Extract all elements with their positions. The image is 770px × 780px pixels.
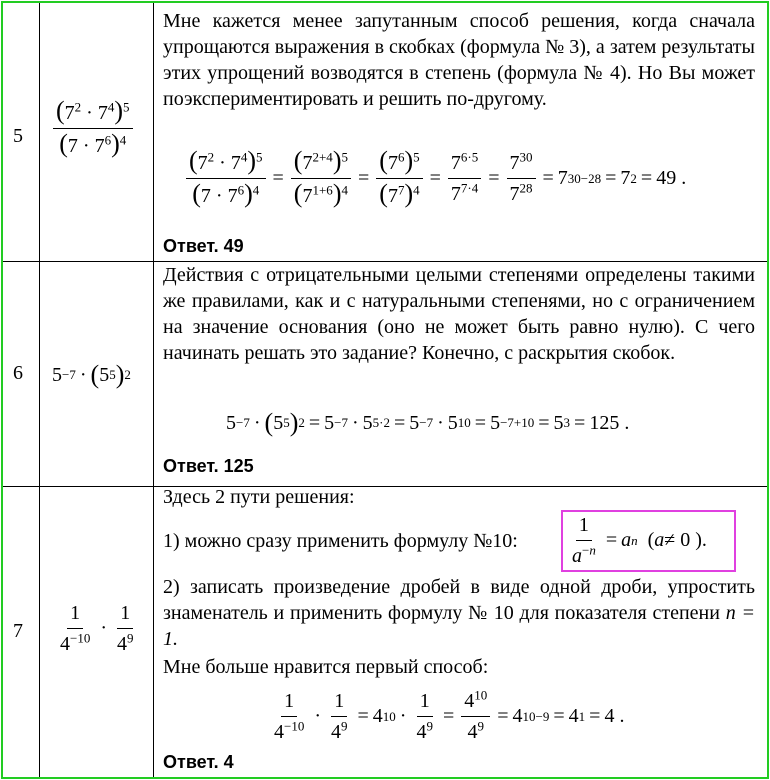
task-expression-5: $\frac{(7^2 \cdot 7^4)^5}{(7 \cdot 7^6)^4}$ [50,98,136,159]
column-divider [39,3,40,777]
answer-label: Ответ. 125 [163,456,254,476]
row-number: 6 [13,362,23,384]
option-2-text [163,574,755,652]
answer-label: Ответ. 4 [163,752,234,772]
row-number: 7 [13,620,23,642]
option-2-tail: n = 1. [163,602,755,650]
task-expression-6: 5 −7 · ( 5 5 ) 2 [52,360,131,389]
task-expression-7: $\frac{1}{4^{-10}}$ · $\frac{1}{4^9}$ [60,602,134,655]
explanation-text: Действия с отрицательными целыми степенями определены такими же правилами, как и с натуральными степенями, но с ограничением на значение основания (оно не может быть равно нулю). С чего начинать решать это задание? Конечно, с раскрытия скобок. [163,264,755,364]
row-number: 5 [13,125,23,147]
intro-text: Здесь 2 пути решения: [163,486,355,508]
preference-text: Мне больше нравится первый способ: [163,656,489,678]
solution-expression-5: $\frac{(7^2 \cdot 7^4)^5}{(7 \cdot 7^6)^4}$ = $\frac{(7^{2+4})^5}{(7^{1+6})^4}$ = $\frac{(7^6)^5}{(7^7)^4}$ = $\frac{7^{6\cdot 5}}{7^{7\cdot 4}}$ = $\frac{7^{30}}{7^{28}}$ = 7 30−28 = 7 2 = 49 . [183,148,686,209]
explanation-text: Мне кажется менее запутанным способ решения, когда сначала упрощаются выражения в скобках (формула № 3), а затем результаты этих упрощений возводятся в степень (формула № 4). Но Вы может поэкспериментировать и решить по-другому. [163,10,755,110]
answer-label: Ответ. 49 [163,236,244,256]
solution-expression-7: $\frac{1}{4^{-10}}$ · $\frac{1}{4^9}$ = 4 10 · $\frac{1}{4^9}$ = $\frac{4^{10}}{4^9}$ = 4 10−9 = 4 1 = 4 . [274,687,625,743]
row-divider [3,486,767,487]
option-2-body: 2) записать произведение дробей в виде одной дроби, упростить знаменатель и применить формулу № 10 для показателя степени [163,576,755,624]
formula-10: $\frac{1}{a^{-n}}$ = a n ( a ≠ 0 ). [572,514,707,567]
option-1-text: 1) можно сразу применить формулу №10: [163,530,518,552]
column-divider [153,3,154,777]
solution-expression-6: 5 −7 · ( 5 5 ) 2 = 5 −7 · 5 5·2 = 5 −7 · 5 10 = 5 −7+10 = 5 3 = 125 . [226,408,630,437]
